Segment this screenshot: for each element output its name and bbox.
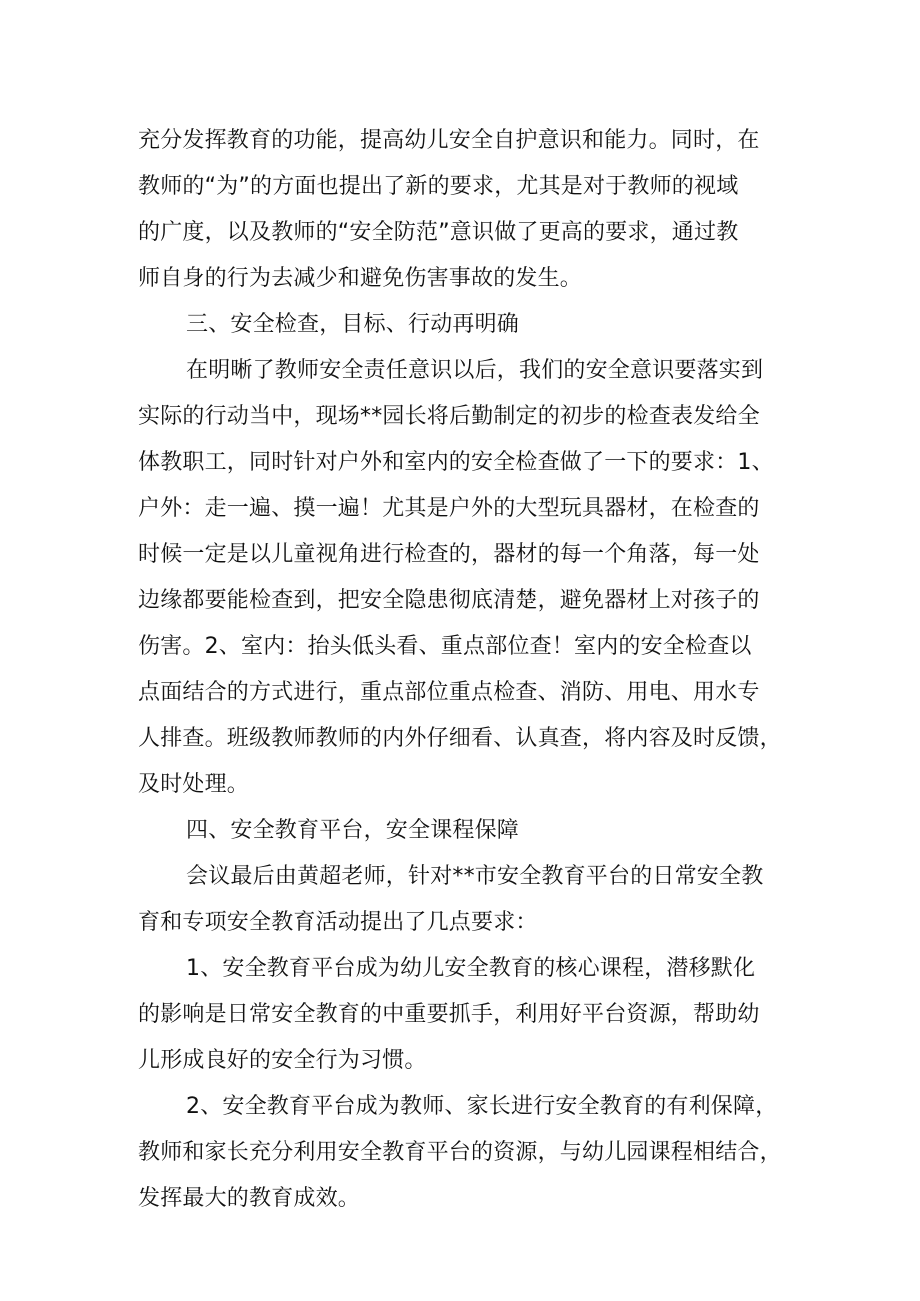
text-line: 教师和家长充分利用安全教育平台的资源，与幼儿园课程相结合， bbox=[138, 1140, 782, 1165]
text-line: 发挥最大的教育成效。 bbox=[138, 1186, 361, 1211]
text-line: 的影响是日常安全教育的中重要抓手，利用好平台资源，帮助幼 bbox=[138, 1002, 760, 1027]
text-line: 边缘都要能检查到，把安全隐患彻底清楚，避免器材上对孩子的 bbox=[138, 588, 760, 613]
text-line: 人排查。班级教师教师的内外仔细看、认真查，将内容及时反馈， bbox=[138, 726, 782, 751]
text-line: 师自身的行为去减少和避免伤害事故的发生。 bbox=[138, 266, 583, 291]
text-line: 户外：走一遍、摸一遍！尤其是户外的大型玩具器材，在检查的 bbox=[138, 496, 760, 521]
text-line: 体教职工，同时针对户外和室内的安全检查做了一下的要求：1、 bbox=[138, 450, 774, 475]
text-line: 的广度，以及教师的“安全防范”意识做了更高的要求，通过教 bbox=[138, 220, 739, 245]
text-line: 在明晰了教师安全责任意识以后，我们的安全意识要落实到 bbox=[186, 358, 764, 383]
text-line: 充分发挥教育的功能，提高幼儿安全自护意识和能力。同时，在 bbox=[138, 128, 760, 153]
text-line: 育和专项安全教育活动提出了几点要求： bbox=[138, 910, 538, 935]
text-line: 及时处理。 bbox=[138, 772, 250, 797]
text-line: 教师的“为”的方面也提出了新的要求，尤其是对于教师的视域 bbox=[138, 174, 739, 199]
section-heading-3: 三、安全检查，目标、行动再明确 bbox=[186, 312, 520, 337]
text-line: 伤害。2、室内：抬头低头看、重点部位查！室内的安全检查以 bbox=[138, 634, 752, 659]
text-line: 实际的行动当中，现场**园长将后勤制定的初步的检查表发给全 bbox=[138, 404, 760, 429]
text-line: 会议最后由黄超老师，针对**市安全教育平台的日常安全教 bbox=[186, 864, 764, 889]
section-heading-4: 四、安全教育平台，安全课程保障 bbox=[186, 818, 520, 843]
text-line: 点面结合的方式进行，重点部位重点检查、消防、用电、用水专 bbox=[138, 680, 760, 705]
text-line: 儿形成良好的安全行为习惯。 bbox=[138, 1048, 427, 1073]
list-item-1: 1、安全教育平台成为幼儿安全教育的核心课程，潜移默化 bbox=[186, 956, 756, 981]
list-item-2: 2、安全教育平台成为教师、家长进行安全教育的有利保障， bbox=[186, 1094, 778, 1119]
text-line: 时候一定是以儿童视角进行检查的，器材的每一个角落，每一处 bbox=[138, 542, 760, 567]
document-body bbox=[138, 118, 788, 1222]
